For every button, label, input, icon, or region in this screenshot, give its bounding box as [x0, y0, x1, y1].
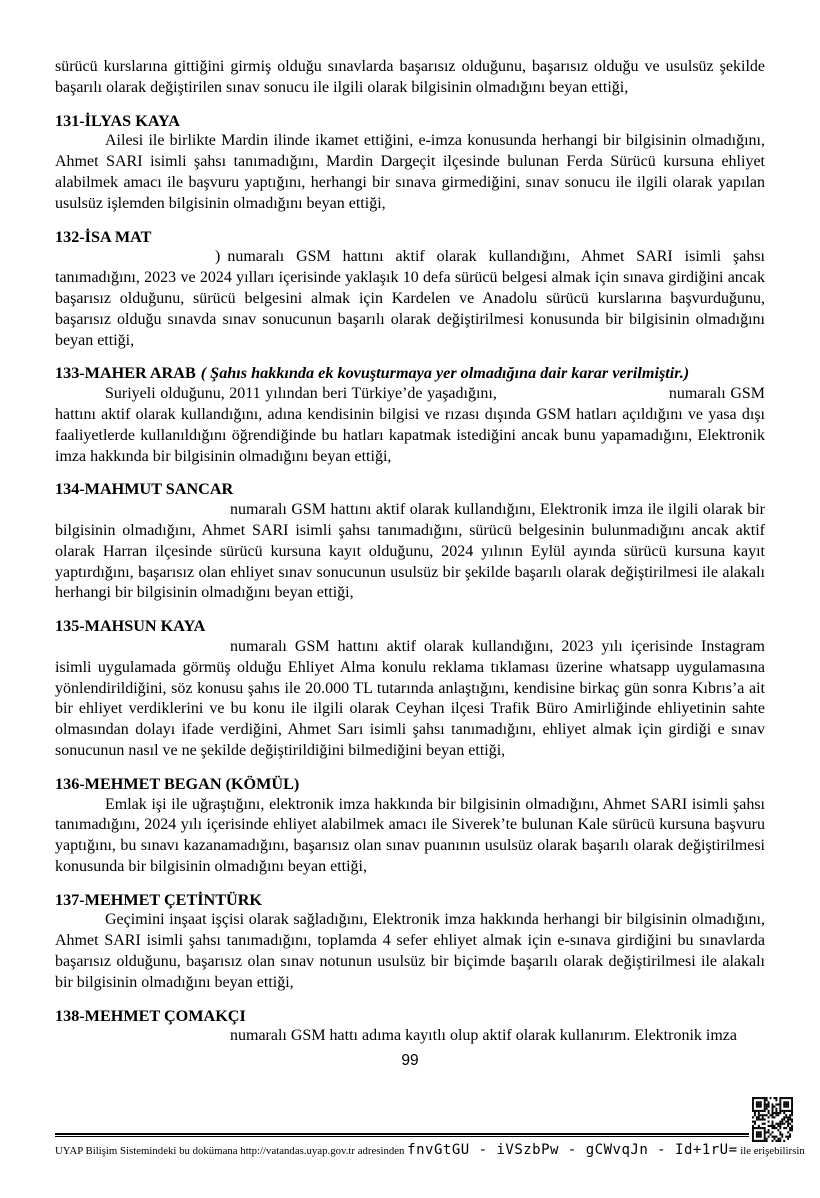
footer-suffix: ile erişebilirsin [740, 1145, 805, 1157]
testimony-section-134 [55, 479, 765, 604]
intro-paragraph: sürücü kurslarına gittiğini girmiş olduğu sınavlarda başarısız olduğunu, başarısız olduğu ve usulsüz şekilde başarılı olarak değiştirilen sınav sonucu ile ilgili olarak bilgisinin olmadığını beyan ettiği, [55, 58, 765, 96]
section-heading-136 [55, 774, 765, 795]
footer-prefix: UYAP Bilişim Sistemindeki bu dokümana http://vatandas.uyap.gov.tr adresinden [55, 1145, 405, 1157]
section-heading-138 [55, 1006, 765, 1027]
section-body-132 [55, 247, 765, 351]
section-heading-text: 135-MAHSUN KAYA [55, 617, 206, 636]
footer-access-note [55, 1140, 805, 1162]
testimony-section-133 [55, 363, 765, 467]
redaction-mark: ) [215, 248, 221, 266]
section-body-135: numaralı GSM hattını aktif olarak kullandığını, 2023 yılı içerisinde Instagram isimli uygulamada görmüş olduğu Ehliyet Alma konulu reklama tıklaması üzerine whatsapp uygulamasına yönlendirildiğini, söz konusu şahıs ile 20.000 TL tutarında anlaştığını, kendisine birkaç gün sonra Kıbrıs’a ait bir ehliyet verdiklerini ve bu konu ile ilgili olarak Ceyhan ilçesi Trafik Büro Amirliğinde ehliyetinin sahte olmasından dolayı ifade verdiğini, Ahmet Sarı isimli şahsı tanımadığını, ehliyet almak için girdiği e sınav sonucunun nasıl ve ne şekilde değiştirildiğini bilmediğini beyan ettiği, [55, 637, 765, 759]
qr-code-icon [752, 1097, 793, 1142]
section-heading-text: 138-MEHMET ÇOMAKÇI [55, 1006, 246, 1025]
testimony-section-136 [55, 774, 765, 878]
section-heading-text: 132-İSA MAT [55, 227, 152, 246]
section-heading-text: 131-İLYAS KAYA [55, 111, 180, 130]
section-heading-131 [55, 111, 765, 132]
section-heading-132 [55, 227, 765, 248]
section-body-131: Ailesi ile birlikte Mardin ilinde ikamet ettiğini, e-imza konusunda herhangi bir bilgisinin olmadığını, Ahmet SARI isimli şahsı tanımadığını, Mardin Dargeçit ilçesinde bulunan Ferda Sürücü kursuna ehliyet alabilmek amacı ile başvuru yaptığını, herhangi bir sınava girmediğini, sınav sonucu ile ilgili olarak yapılan usulsüz işlemden bilgisinin olmadığını beyan ettiği, [55, 132, 765, 212]
section-body-text-end: numaralı GSM hattını aktif olarak kullandığını, adına kendisinin bilgisi ve rızası dışında GSM hatları açıldığını ve yasa dışı faaliyetlerde kullanıldığını öğrendiğinde bu hatları kapatmak istediğini ancak bunu yapamadığını, Elektronik imza hakkında bir bilgisinin olmadığını beyan ettiği, [55, 385, 766, 465]
section-body-text-start: Suriyeli olduğunu, 2011 yılından beri Türkiye’de yaşadığını, [105, 385, 497, 403]
section-body-text: numaralı GSM hattını aktif olarak kullandığını, Ahmet SARI isimli şahsı tanımadığını, 2023 ve 2024 yılları içerisinde yaklaşık 10 defa sürücü belgesi almak için sınava girdiğini ancak başarısız olduğunu, sürücü belgesini almak için Kardelen ve Anadolu sürücü kurslarına başvurduğunu, başarısız olduğu sınavda sınav sonucunun başarılı olarak değiştirilmesi konusunda bir bilgisinin olmadığını beyan ettiği, [55, 248, 765, 349]
testimony-section-131 [55, 111, 765, 215]
section-heading-text: 136-MEHMET BEGAN (KÖMÜL) [55, 774, 300, 793]
section-body-133 [55, 384, 765, 467]
section-heading-135 [55, 616, 765, 637]
testimony-section-135 [55, 616, 765, 762]
page-number: 99 [401, 1052, 419, 1069]
footer-access-code: fnvGtGU - iVSzbPw - gCWvqJn - Id+1rU= [407, 1142, 738, 1158]
section-heading-134 [55, 479, 765, 500]
testimony-section-132 [55, 227, 765, 352]
redacted-gsm-gap [497, 397, 669, 398]
footer-divider [55, 1133, 749, 1137]
page-footer [55, 1133, 805, 1162]
section-heading-text: 134-MAHMUT SANCAR [55, 480, 234, 499]
section-heading-note: ( Şahıs hakkında ek kovuşturmaya yer olmadığına dair karar verilmiştir.) [200, 364, 690, 383]
section-body-137: Geçimini inşaat işçisi olarak sağladığını, Elektronik imza hakkında herhangi bir bilgisinin olmadığını, Ahmet SARI isimli şahsı tanımadığını, toplamda 4 sefer ehliyet almak için e-sınava girdiğini bu sınavlarda başarısız olduğunu, başarısız olan sınav notunun usulsüz bir biçimde başarılı olarak değiştirilmesi ile alakalı bir bilgisinin olmadığını beyan ettiği, [55, 911, 765, 991]
section-body-136: Emlak işi ile uğraştığını, elektronik imza hakkında bir bilgisinin olmadığını, Ahmet SARI isimli şahsı tanımadığını, 2024 yılı içerisinde ehliyet alabilmek amacı ile Siverek’te bulunan Kale sürücü kursuna başvuru yaptığını, bu sınavı kazanamadığını, başarısız olan sınav puanının usulsüz olarak başarılı olarak değiştirilmesi konusunda bir bilgisinin olmadığını beyan ettiği, [55, 795, 765, 875]
section-heading-137 [55, 890, 765, 911]
testimony-section-137 [55, 890, 765, 994]
section-body-138: numaralı GSM hattı adıma kayıtlı olup aktif olarak kullanırım. Elektronik imza [230, 1027, 737, 1045]
section-heading-text: 137-MEHMET ÇETİNTÜRK [55, 890, 263, 909]
section-heading-133 [55, 363, 765, 384]
testimony-section-138 [55, 1006, 765, 1048]
section-heading-text: 133-MAHER ARAB [55, 364, 196, 383]
section-body-134: numaralı GSM hattını aktif olarak kullandığını, Elektronik imza ile ilgili olarak bir bilgisinin olmadığını, Ahmet SARI isimli şahsı tanımadığını, sürücü belgesinin bulunmadığını ancak aktif olarak Harran ilçesinde sürücü kursuna kayıt olduğunu, 2024 yılının Eylül ayında sürücü kursuna kayıt yaptırdığını, başarısız olan ehliyet sınav sonucunun usulsüz bir şekilde başarılı olarak değiştirilmesi ile alakalı herhangi bir bilgisinin olmadığını beyan ettiği, [55, 501, 765, 602]
